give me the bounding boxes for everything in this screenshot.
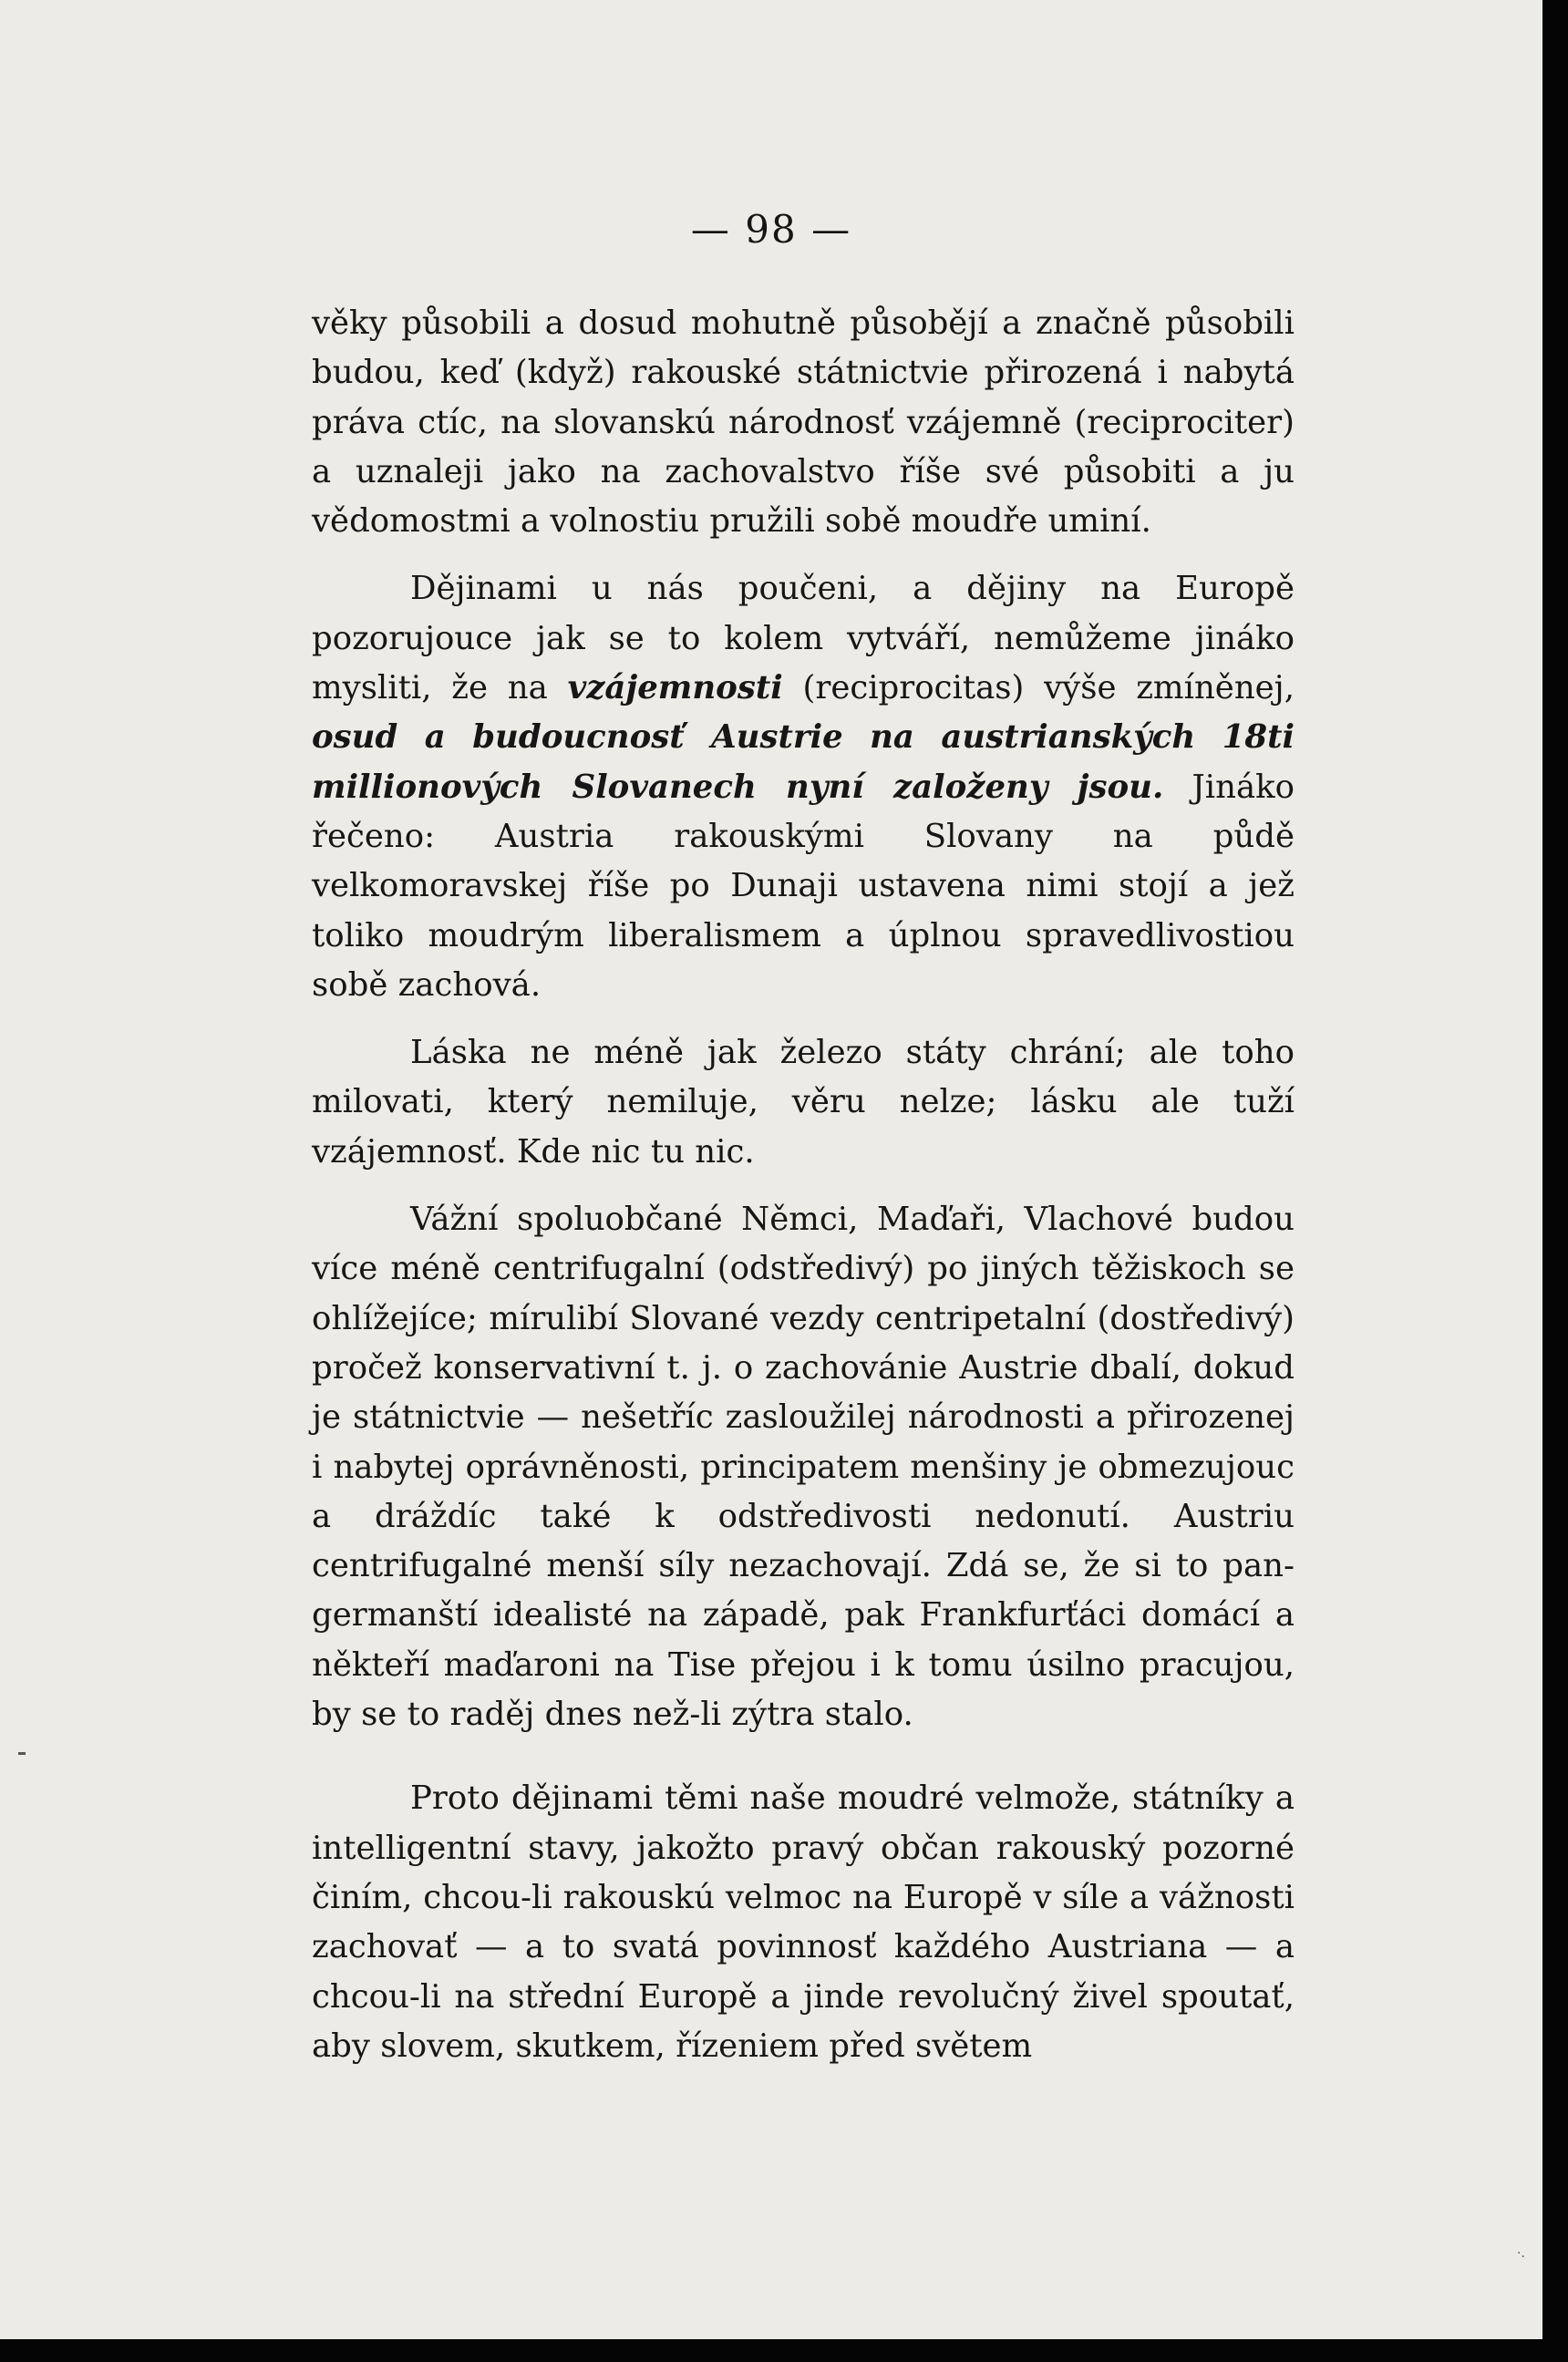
paragraph-2-emphasis-b: osud a budoucnosť Austrie na austrianských 18ti millionových Slovanech nyní založeny jsou.: [312, 718, 1295, 806]
paragraph-2-text-b: (reciprocitas) výše zmíněnej,: [782, 669, 1295, 707]
body-text: [312, 299, 1295, 2071]
paragraph-1-text: věky působili a dosud mohutně působějí a značně působili budou, keď (když) rakouské státnictvie přirozená i nabytá práva ctíc, na slovanskú národnosť vzájemně (reciprociter) a uznaleji jako na zachovalstvo říše své působiti a ju vědomostmi a volnostiu pružili sobě moudře uminí.: [312, 304, 1295, 541]
paragraph-2-text-c: Jináko řečeno: Austria rakouskými Slovany na půdě velkomoravskej říše po Dunaji ustavena nimi stojí a jež toliko moudrým liberalismem a úplnou spravedlivostiou sobě zachová.: [312, 768, 1295, 1004]
paragraph-4-text: Vážní spoluobčané Němci, Maďaři, Vlachové budou více méně centrifugalní (odstředivý) po jiných těžiskoch se ohlížejíce; mírulibí Slované vezdy centripetalní (dostředivý) pročež konservativní t. j. o zachovánie Austrie dbalí, dokud je státnictvie — nešetříc zasloužilej národnosti a přirozenej i nabytej oprávněnosti, principatem menšiny je obmezujouc a dráždíc také k odstředivosti nedonutí. Austriu centrifugalné menší síly nezachovají. Zdá se, že si to pan-germanští idealisté na západě, pak Frankfurťáci domácí a někteří maďaroni na Tise přejou i k tomu úsilno pracujou, by se to raděj dnes než-li zýtra stalo.: [312, 1201, 1295, 1734]
scan-border-right: [1542, 0, 1568, 2362]
page-number: — 98 —: [690, 207, 852, 252]
paragraph-3-text: Láska ne méně jak železo státy chrání; ale toho milovati, který nemiluje, věru nelze; lásku ale tuží vzájemnosť. Kde nic tu nic.: [312, 1034, 1295, 1171]
paragraph-5-text: Proto dějinami těmi naše moudré velmože, státníky a intelligentní stavy, jakožto pravý občan rakouský pozorné činím, chcou-li rakouskú velmoc na Europě v síle a vážnosti zachovať — a to svatá povinnosť každého Austriana — a chcou-li na střední Europě a jinde revolučný živel spoutať, aby slovem, skutkem, řízeniem před světem: [312, 1779, 1295, 2065]
scan-border-bottom: [0, 2339, 1568, 2362]
paragraph-2-emphasis-a: vzájemnosti: [567, 669, 783, 707]
paragraph-5: [312, 1774, 1295, 2071]
paragraph-2-text-a: Dějinami u nás poučeni, a dějiny na Europě pozorujouce jak se to kolem vytváří, nemůžeme jináko mysliti, že na: [312, 570, 1295, 707]
margin-mark: [18, 1752, 26, 1755]
scan-speck: ·.: [1517, 2246, 1525, 2261]
paragraph-3: [312, 1028, 1295, 1177]
paragraph-2: [312, 564, 1295, 1010]
paragraph-1: [312, 299, 1295, 546]
paragraph-4: [312, 1195, 1295, 1739]
